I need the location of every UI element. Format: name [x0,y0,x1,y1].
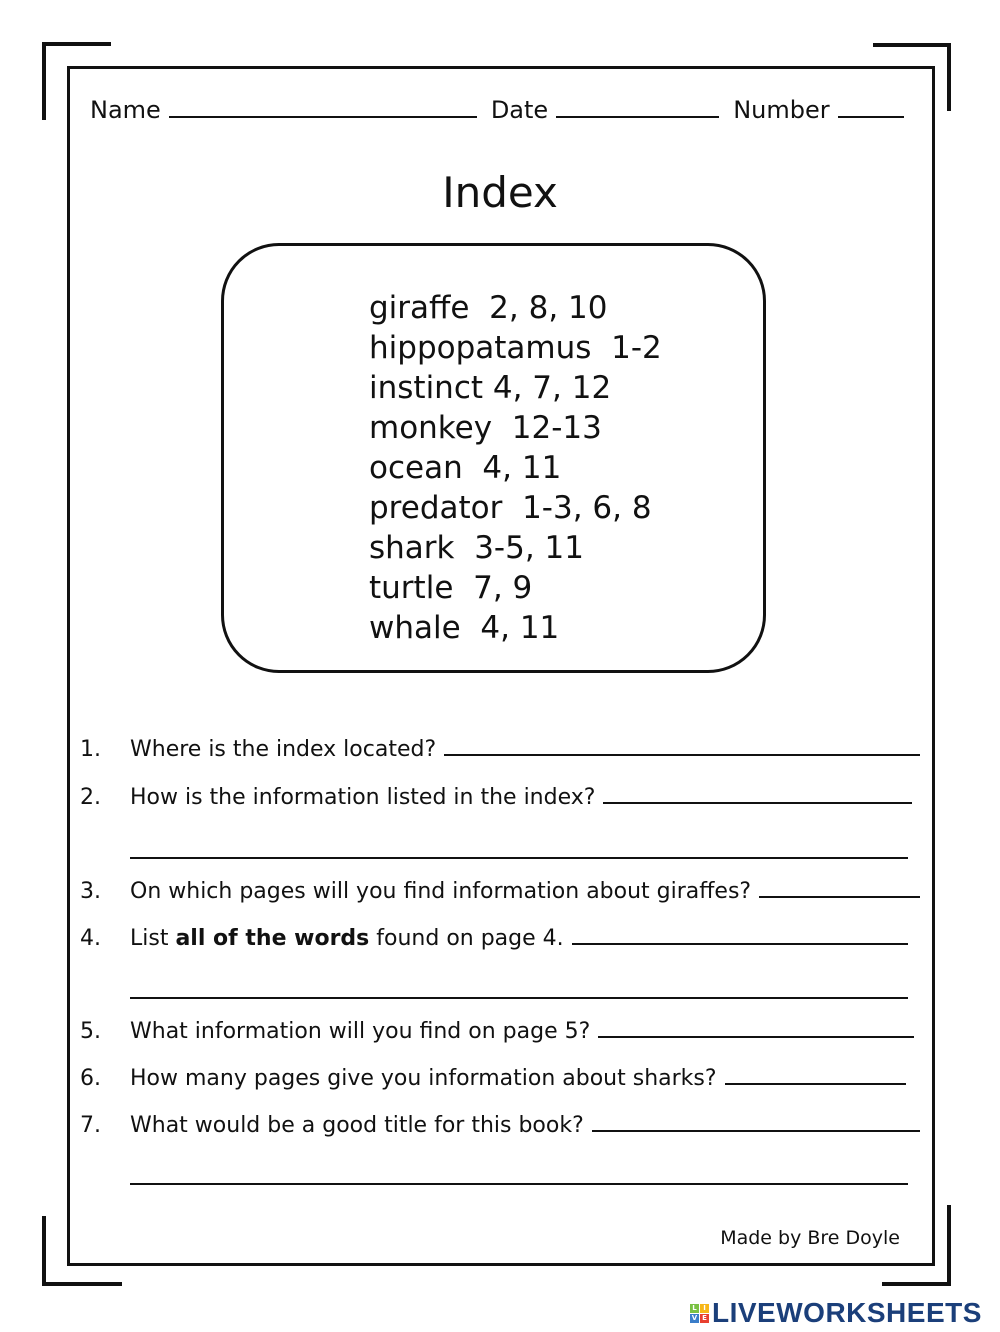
answer-field-2-continued[interactable] [130,857,908,859]
question-number: 2. [80,785,101,810]
date-field[interactable] [556,96,719,118]
author-credit: Made by Bre Doyle [720,1227,900,1249]
answer-field-5[interactable] [598,1018,914,1038]
name-field[interactable] [169,96,477,118]
corner-top-right-h [873,43,951,47]
logo-blocks-icon: L I V E [690,1304,709,1323]
number-label: Number [733,96,830,124]
index-entry-giraffe: giraffe 2, 8, 10 [369,290,608,326]
answer-field-7-continued[interactable] [130,1183,908,1185]
corner-top-left-v [42,42,46,120]
index-list [369,288,662,648]
liveworksheets-logo[interactable] [690,1297,982,1329]
answer-field-4-continued[interactable] [130,997,908,999]
question-3 [80,878,920,904]
corner-bottom-left-v [42,1216,46,1285]
question-text: Where is the index located? [130,737,437,762]
answer-field-7[interactable] [592,1112,920,1132]
index-entry-turtle: turtle 7, 9 [369,570,533,606]
number-field[interactable] [838,96,904,118]
answer-field-2[interactable] [603,784,912,804]
index-entry-monkey: monkey 12-13 [369,410,602,446]
question-number: 5. [80,1019,101,1044]
question-text: List all of the words found on page 4. [130,926,564,951]
corner-top-right-v [947,43,951,111]
answer-field-6[interactable] [725,1065,906,1085]
question-text: On which pages will you find information about giraffes? [130,879,752,904]
question-6 [80,1065,906,1091]
index-entry-shark: shark 3-5, 11 [369,530,584,566]
index-entry-whale: whale 4, 11 [369,610,560,646]
corner-bottom-right-v [947,1205,951,1285]
question-text: How many pages give you information about sharks? [130,1066,717,1091]
question-4 [80,925,908,951]
index-entry-hippopatamus: hippopatamus 1-2 [369,330,662,366]
question-number: 6. [80,1066,101,1091]
question-1 [80,736,920,762]
question-text: How is the information listed in the index? [130,785,596,810]
question-number: 1. [80,737,101,762]
date-label: Date [490,96,549,124]
index-entry-predator: predator 1-3, 6, 8 [369,490,652,526]
question-number: 4. [80,926,101,951]
name-label: Name [90,96,161,124]
answer-field-3[interactable] [759,878,920,898]
corner-bottom-left-h [42,1282,122,1286]
question-number: 3. [80,879,101,904]
header-fields [90,96,910,124]
question-number: 7. [80,1113,101,1138]
question-text: What information will you find on page 5? [130,1019,591,1044]
answer-field-1[interactable] [444,736,920,756]
question-text: What would be a good title for this book? [130,1113,584,1138]
emphasis-text: all of the words [175,926,370,951]
logo-text: LIVEWORKSHEETS [712,1297,982,1328]
corner-top-left-h [43,42,111,46]
question-5 [80,1018,914,1044]
answer-field-4[interactable] [572,925,908,945]
page-title: Index [442,168,558,217]
index-entry-instinct: instinct 4, 7, 12 [369,370,612,406]
corner-bottom-right-h [882,1282,951,1286]
question-2 [80,784,912,810]
question-7 [80,1112,920,1138]
index-entry-ocean: ocean 4, 11 [369,450,562,486]
